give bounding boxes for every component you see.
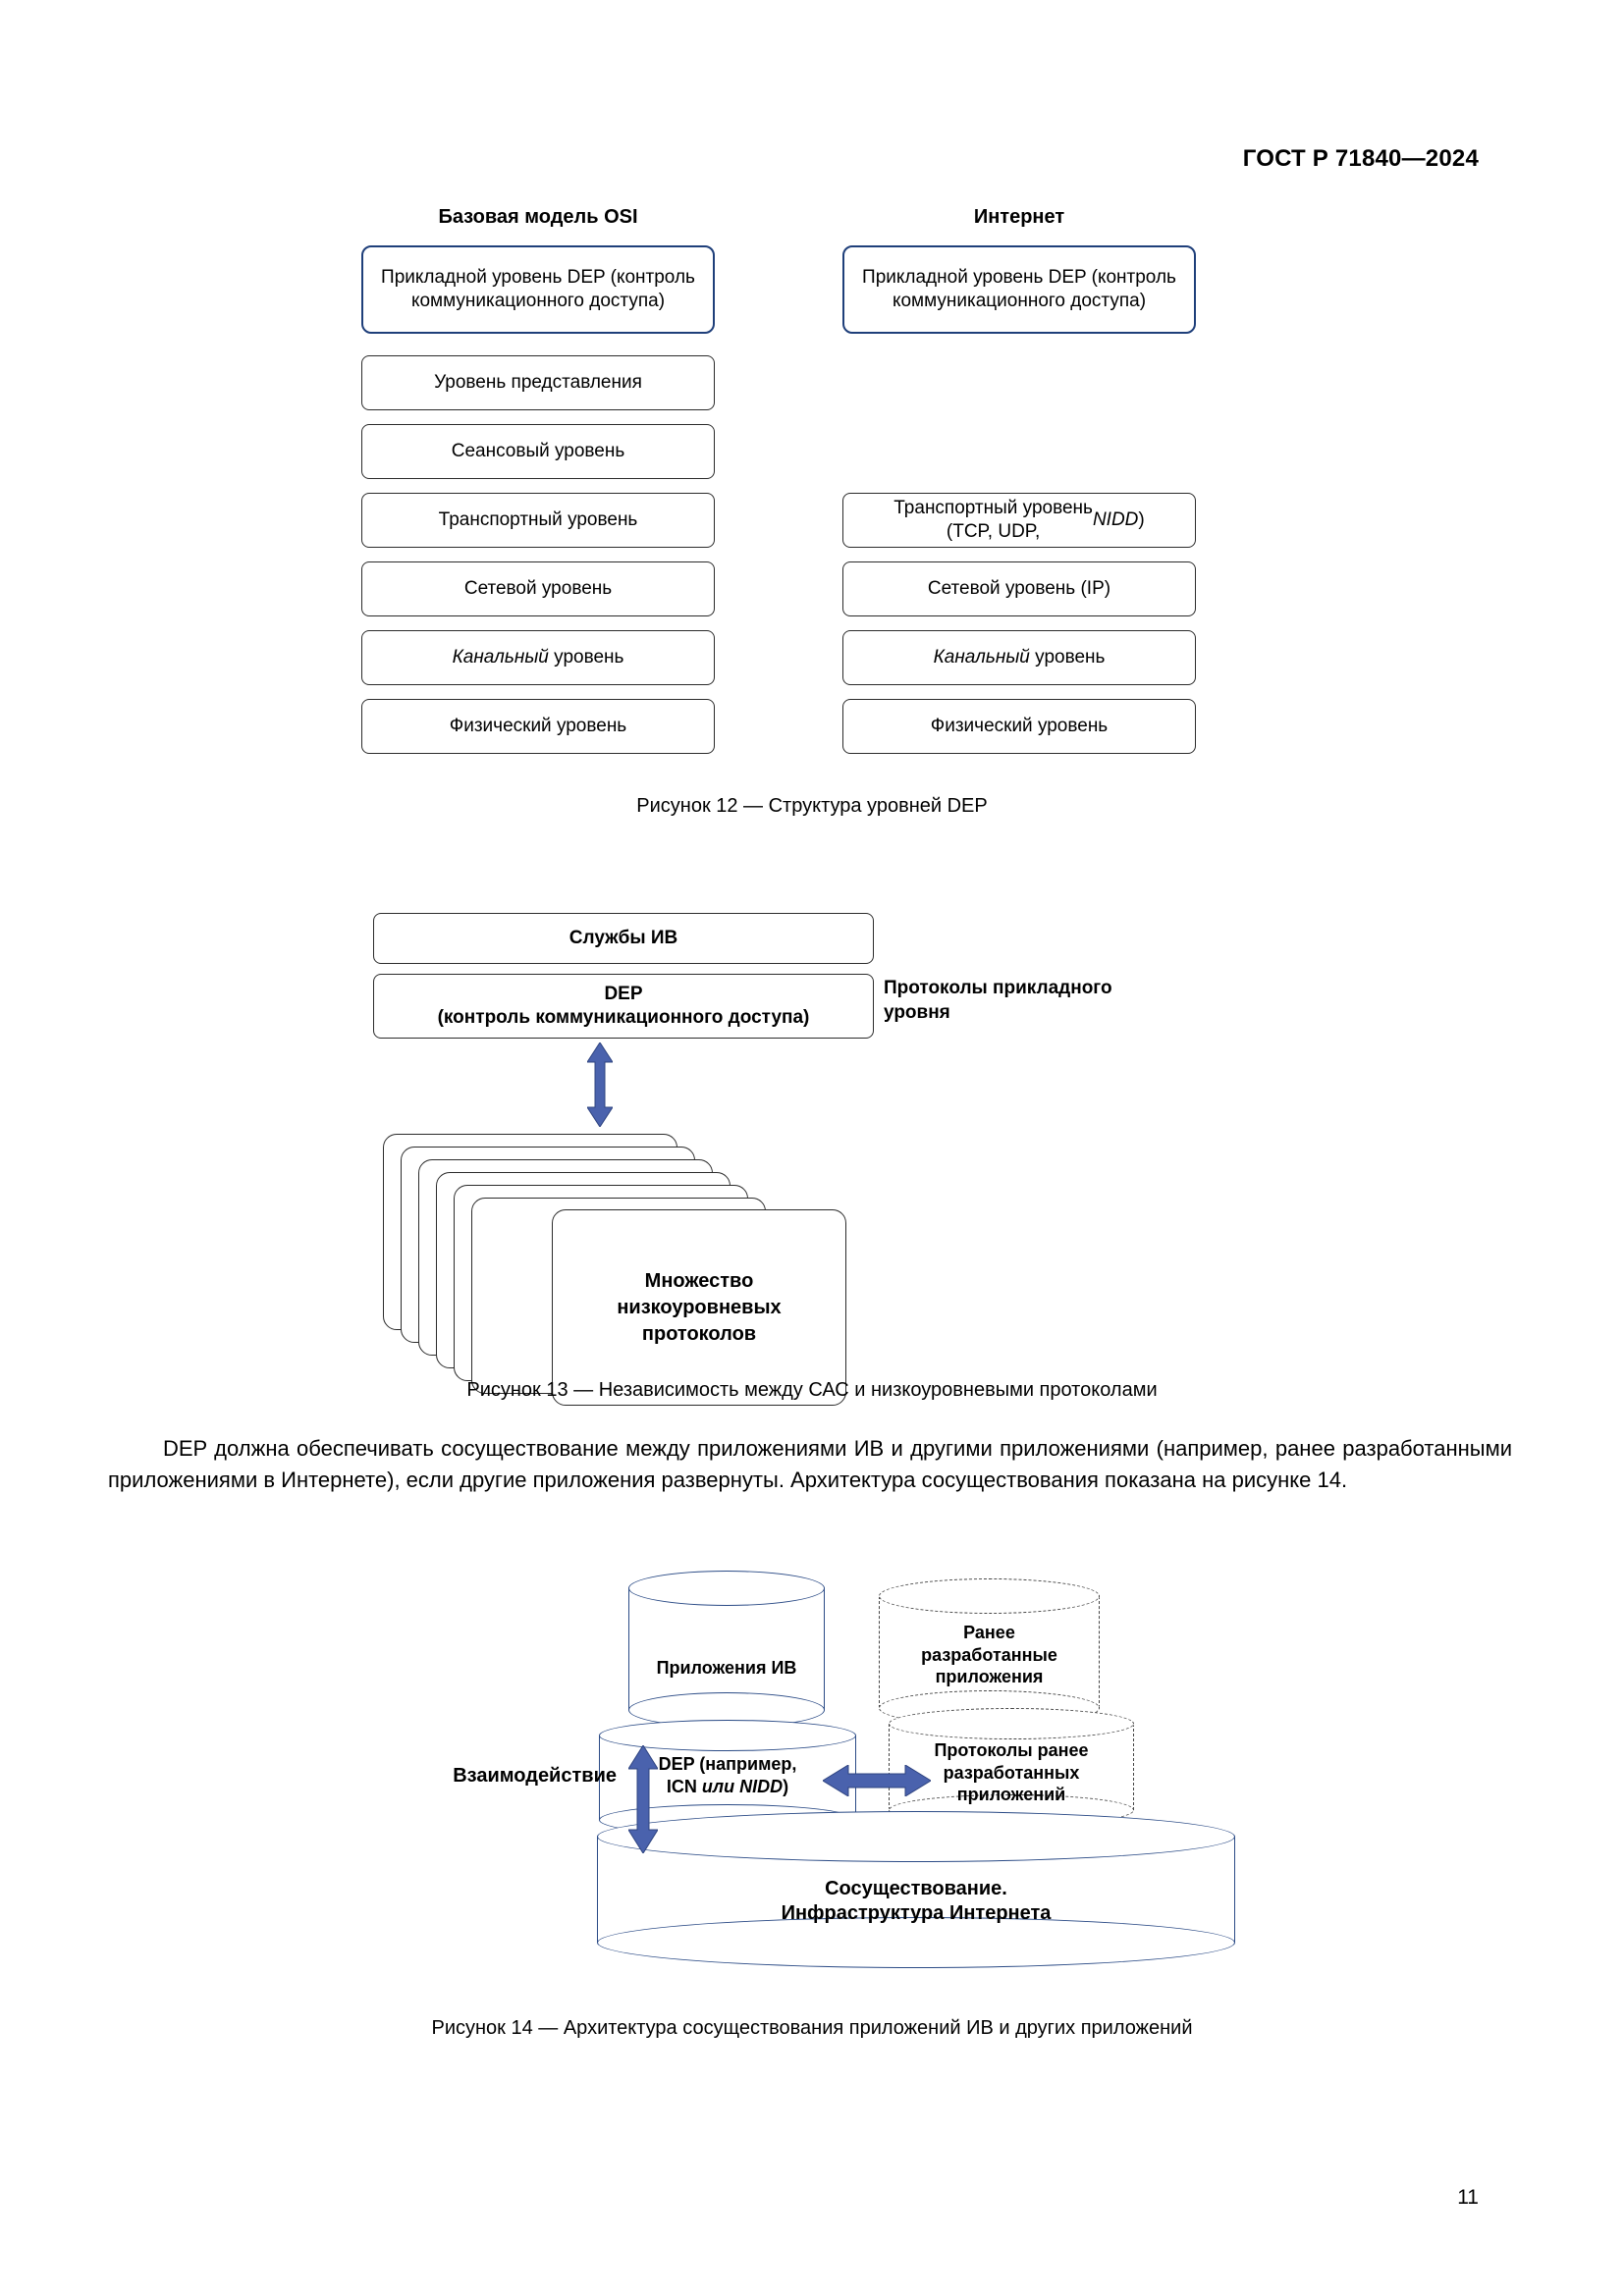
- page-header-standard-title: ГОСТ Р 71840—2024: [1242, 145, 1479, 172]
- fig14-legacy-protocols-line1: Протоколы ранее: [934, 1740, 1089, 1760]
- figure12-right-column-title: Интернет: [973, 206, 1065, 228]
- figure14-caption: Рисунок 14 — Архитектура сосуществования приложений ИВ и других приложений: [431, 2017, 1193, 2039]
- internet-layer-transport: Транспортный уровень (TCP, UDP, NIDD ): [842, 493, 1196, 548]
- internet-layer-physical: Физический уровень: [842, 699, 1196, 754]
- osi-layer-physical: Физический уровень: [361, 699, 715, 754]
- fig14-coexistence-label: [597, 1877, 1235, 1926]
- figure-13: [0, 893, 1624, 1401]
- osi-layer-transport: Транспортный уровень: [361, 493, 715, 548]
- fig14-legacy-apps-label: [879, 1622, 1100, 1688]
- figure-14: [0, 1571, 1624, 2039]
- fig13-dep-box: [373, 974, 874, 1039]
- osi-layer-datalink: Канальный уровень: [361, 630, 715, 685]
- fig14-base-line1: Сосуществование.: [825, 1878, 1007, 1899]
- fig14-legacy-apps-line2: разработанные: [921, 1644, 1057, 1665]
- page-number: 11: [1457, 2186, 1479, 2209]
- fig14-iot-apps-label: Приложения ИВ: [656, 1658, 797, 1678]
- fig13-dep-subtitle: (контроль коммуникационного доступа): [437, 1007, 810, 1028]
- fig14-iot-apps-cylinder: [628, 1571, 825, 1728]
- body-paragraph-text: DEP должна обеспечивать сосуществование между приложениями ИВ и другими приложениями (например, ранее разработанными приложениями в Интернете), если другие приложения развернуты. Архитектура сосуществования показана на рисунке 14.: [108, 1436, 1512, 1492]
- fig13-double-arrow-icon: [587, 1042, 613, 1127]
- osi-layer-presentation: Уровень представления: [361, 355, 715, 410]
- fig13-side-label-line1: Протоколы прикладного: [884, 978, 1112, 998]
- fig14-legacy-protocols-label: [889, 1739, 1134, 1806]
- fig13-stack-label-line2: низкоуровневых: [617, 1296, 782, 1318]
- body-paragraph: [108, 1433, 1512, 1496]
- fig13-stack-label-line1: Множество: [644, 1269, 754, 1292]
- fig14-legacy-protocols-line2: разработанных: [943, 1762, 1080, 1783]
- osi-layer-session: Сеансовый уровень: [361, 424, 715, 479]
- fig13-side-label: [884, 977, 1208, 1025]
- figure13-caption: Рисунок 13 — Независимость между САС и низкоуровневыми протоколами: [466, 1379, 1158, 1401]
- fig14-legacy-apps-line3: приложения: [935, 1667, 1044, 1686]
- osi-layer-network: Сетевой уровень: [361, 561, 715, 616]
- fig13-stack-label-line3: протоколов: [641, 1322, 757, 1345]
- fig13-services-box: Службы ИВ: [373, 913, 874, 964]
- fig14-interaction-label: Взаимодействие: [453, 1765, 617, 1787]
- internet-layer-application: Прикладной уровень DEP (контроль коммуникационного доступа): [842, 245, 1196, 334]
- fig14-dep-line1: DEP (например,: [658, 1754, 797, 1774]
- fig14-dep-line2: ICN или NIDD): [666, 1776, 789, 1796]
- figure12-left-column-title: Базовая модель OSI: [438, 206, 638, 228]
- fig14-legacy-protocols-line3: приложений: [956, 1785, 1066, 1804]
- figure-12: [0, 206, 1624, 815]
- fig14-legacy-apps-line1: Ранее: [963, 1623, 1015, 1642]
- fig14-dep-label: [599, 1753, 856, 1797]
- internet-layer-datalink: Канальный уровень: [842, 630, 1196, 685]
- fig14-base-line2: Инфраструктура Интернета: [781, 1902, 1052, 1924]
- fig13-side-label-line2: уровня: [884, 1001, 950, 1023]
- osi-layer-application: Прикладной уровень DEP (контроль коммуникационного доступа): [361, 245, 715, 334]
- internet-layer-network: Сетевой уровень (IP): [842, 561, 1196, 616]
- fig13-stack-card-front: [552, 1209, 846, 1406]
- fig13-dep-title: DEP: [604, 984, 643, 1005]
- figure12-caption: Рисунок 12 — Структура уровней DEP: [636, 795, 988, 817]
